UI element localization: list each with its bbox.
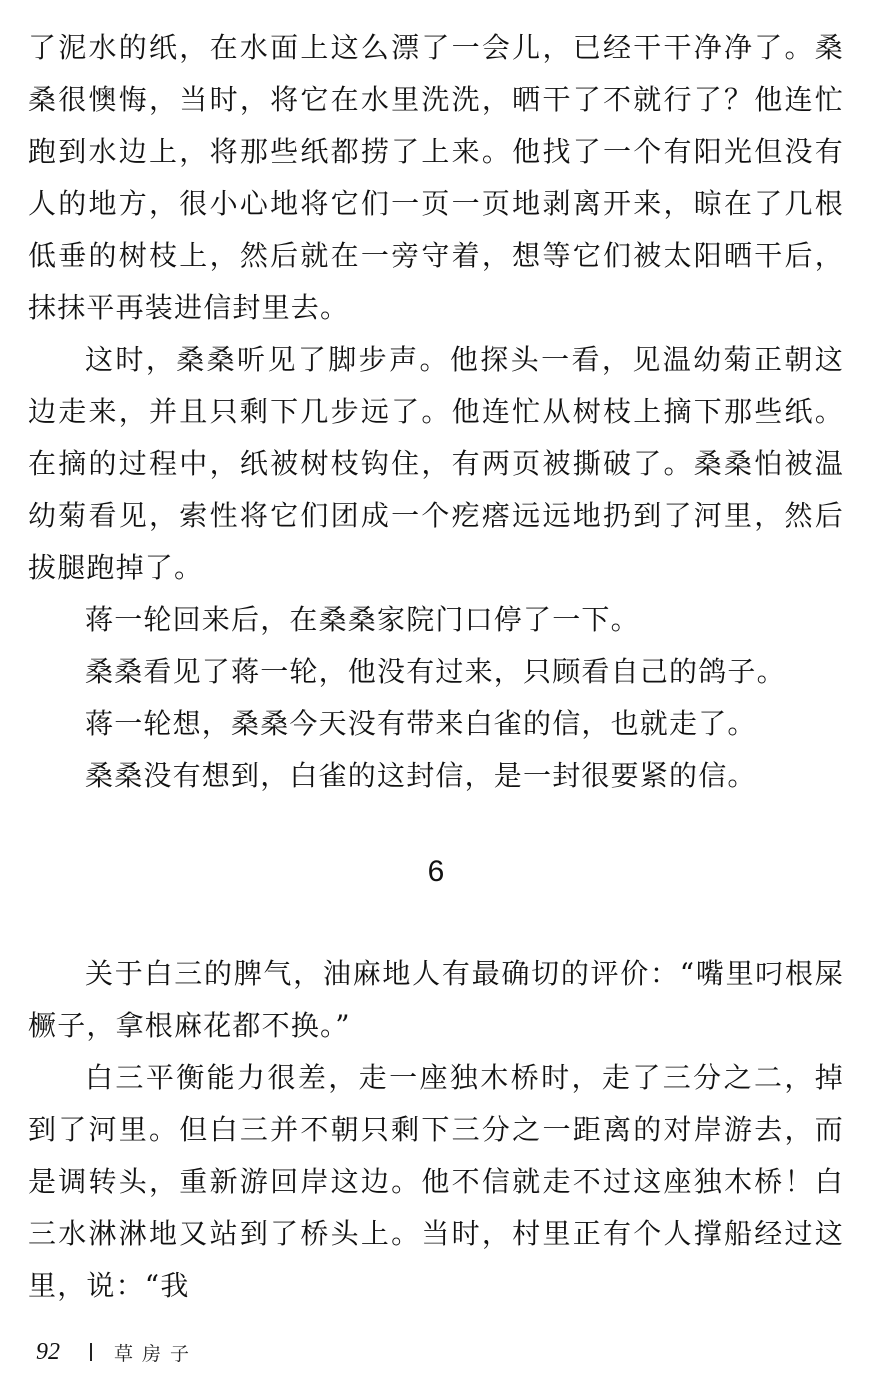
- paragraph: 这时，桑桑听见了脚步声。他探头一看，见温幼菊正朝这边走来，并且只剩下几步远了。他连忙从树枝上摘下那些纸。在摘的过程中，纸被树枝钩住，有两页被撕破了。桑桑怕被温幼菊看见，索性将它们团成一个疙瘩远远地扔到了河里，然后拔腿跑掉了。: [28, 343, 844, 584]
- paragraph: 蒋一轮回来后，在桑桑家院门口停了一下。: [85, 603, 640, 636]
- paragraph: 白三平衡能力很差，走一座独木桥时，走了三分之二，掉到了河里。但白三并不朝只剩下三分之一距离的对岸游去，而是调转头，重新游回岸这边。他不信就走不过这座独木桥！白三水淋淋地又站到了桥头上。当时，村里正有个人撑船经过这里，说：“我: [28, 1061, 844, 1302]
- text-section-before-chapter: [28, 22, 844, 802]
- paragraph: 桑桑看见了蒋一轮，他没有过来，只顾看自己的鸽子。: [85, 655, 786, 688]
- page-footer: [36, 1334, 198, 1370]
- text-section-after-chapter: [28, 948, 844, 1312]
- paragraph: 蒋一轮想，桑桑今天没有带来白雀的信，也就走了。: [85, 707, 757, 740]
- chapter-heading: 6: [427, 855, 445, 888]
- paragraph-continued: 了泥水的纸，在水面上这么漂了一会儿，已经干干净净了。桑桑很懊悔，当时，将它在水里洗洗，晒干了不就行了？他连忙跑到水边上，将那些纸都捞了上来。他找了一个有阳光但没有人的地方，很小心地将它们一页一页地剥离开来，晾在了几根低垂的树枝上，然后就在一旁守着，想等它们被太阳晒干后，抹抹平再装进信封里去。: [28, 31, 844, 324]
- book-title: 草房子: [114, 1342, 199, 1365]
- paragraph: 关于白三的脾气，油麻地人有最确切的评价：“嘴里叼根屎橛子，拿根麻花都不换。”: [28, 957, 844, 1042]
- paragraph: 桑桑没有想到，白雀的这封信，是一封很要紧的信。: [85, 759, 757, 792]
- footer-divider: [90, 1343, 92, 1361]
- page-number: 92: [36, 1338, 60, 1365]
